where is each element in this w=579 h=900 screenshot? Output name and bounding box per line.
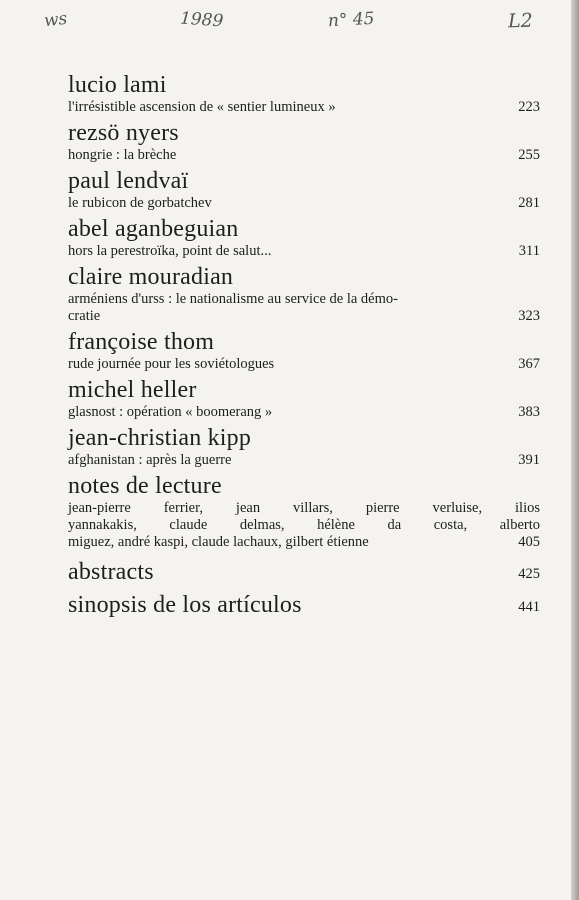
toc-author: jean-christian kipp [68,425,252,451]
toc-entry-abstracts [68,559,540,586]
toc-title: glasnost : opération « boomerang » [68,404,273,420]
toc-author: françoise thom [68,329,215,355]
toc-title-line: arméniens d'urss : le nationalisme au service de la démo- [68,291,398,307]
toc-title-line: cratie [68,308,101,324]
toc-page-number: 255 [518,147,540,163]
toc-title: hongrie : la brèche [68,147,177,163]
toc-author: paul lendvaï [68,168,189,194]
toc-author: michel heller [68,377,197,403]
handwritten-note-top-left: ws [43,8,69,32]
toc-page-number: 383 [518,404,540,420]
toc-title: afghanistan : après la guerre [68,452,232,468]
toc-title: l'irrésistible ascension de « sentier lumineux » [68,99,336,115]
toc-page-number: 441 [518,599,540,615]
toc-title: le rubicon de gorbatchev [68,195,212,211]
toc-title-line: miguez, andré kaspi, claude lachaux, gilbert étienne [68,534,369,550]
toc-author: rezsö nyers [68,120,179,146]
toc-entry-mouradian [68,264,540,325]
toc-author: claire mouradian [68,264,234,290]
handwritten-issue-number: n° 45 [327,8,375,32]
toc-title: hors la perestroïka, point de salut... [68,243,272,259]
toc-page-number: 405 [518,534,540,550]
toc-page-number: 391 [518,452,540,468]
toc-title-line: jean-pierre ferrier, jean villars, pierre verluise, ilios [68,500,540,516]
toc-entry-aganbeguian [68,216,540,260]
toc-page-number: 425 [518,566,540,582]
toc-author: lucio lami [68,72,167,98]
handwritten-note-top-right: L2 [507,9,534,33]
toc-entry-kipp [68,425,540,469]
toc-page-number: 367 [518,356,540,372]
toc-page-number: 323 [518,308,540,324]
toc-page-number: 311 [518,243,540,259]
toc-entry-lami [68,72,540,116]
toc-page-number: 223 [518,99,540,115]
toc-author: abstracts [68,559,154,585]
toc-title-line: yannakakis, claude delmas, hélène da costa, alberto [68,517,540,533]
toc-author: notes de lecture [68,473,222,499]
toc-author: abel aganbeguian [68,216,239,242]
toc-entry-nyers [68,120,540,164]
toc-entry-heller [68,377,540,421]
handwritten-year: 1989 [179,8,224,32]
toc-entry-lendvai [68,168,540,212]
toc-entry-notes-de-lecture [68,473,540,551]
toc-page-number: 281 [518,195,540,211]
toc-title: rude journée pour les soviétologues [68,356,275,372]
toc-entry-thom [68,329,540,373]
table-of-contents [68,72,540,623]
page-edge-shadow [571,0,579,900]
toc-entry-sinopsis [68,592,540,619]
toc-author: sinopsis de los artículos [68,592,302,618]
